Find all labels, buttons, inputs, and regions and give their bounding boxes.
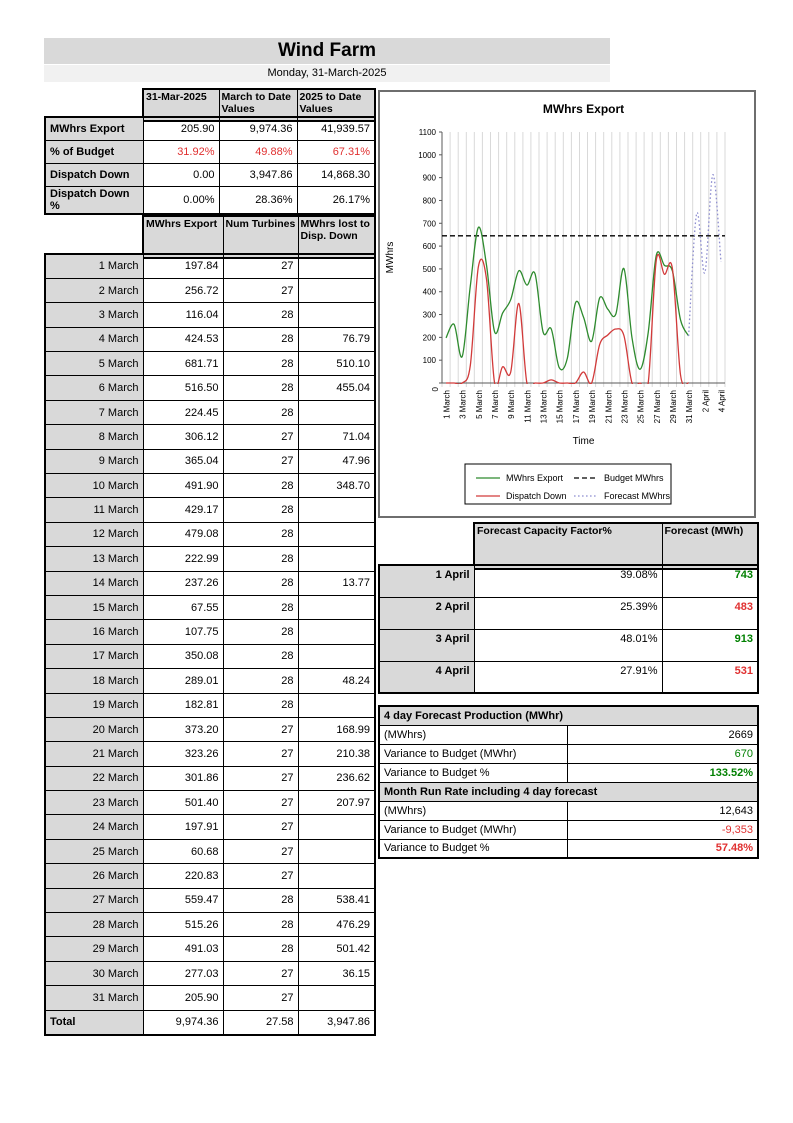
table-row	[45, 425, 375, 449]
table-row	[379, 565, 758, 597]
daily-date-label: 3 March	[45, 303, 143, 327]
summary-table	[44, 116, 376, 215]
table-row	[45, 163, 375, 186]
chart-title: MWhrs Export	[542, 102, 625, 116]
daily-export-value: 197.91	[143, 815, 223, 839]
daily-date-label: 31 March	[45, 986, 143, 1010]
daily-date-label: 1 March	[45, 254, 143, 278]
svg-text:300: 300	[422, 310, 436, 320]
daily-total-lost: 3,947.86	[298, 1010, 375, 1034]
forecast-mwh-value: 483	[662, 597, 758, 629]
daily-export-value: 559.47	[143, 888, 223, 912]
daily-turbines-value: 28	[223, 522, 298, 546]
svg-text:27 March: 27 March	[652, 390, 662, 424]
forecast-table	[378, 564, 759, 694]
daily-export-value: 424.53	[143, 327, 223, 351]
metric-label: Variance to Budget (MWhr)	[379, 820, 567, 839]
metric-label: Variance to Budget (MWhr)	[379, 744, 567, 763]
daily-turbines-value: 27	[223, 449, 298, 473]
daily-date-label: 24 March	[45, 815, 143, 839]
daily-turbines-value: 28	[223, 327, 298, 351]
daily-lost-value	[298, 986, 375, 1010]
daily-turbines-value: 28	[223, 352, 298, 376]
svg-text:1100: 1100	[418, 128, 436, 137]
forecast-capacity-value: 48.01%	[474, 629, 662, 661]
daily-export-value: 205.90	[143, 986, 223, 1010]
svg-text:600: 600	[422, 242, 436, 252]
summary-value: 3,947.86	[219, 163, 297, 186]
table-row	[45, 913, 375, 937]
daily-date-label: 10 March	[45, 474, 143, 498]
daily-lost-value	[298, 815, 375, 839]
metric-value: 670	[567, 744, 758, 763]
summary-row-label: MWhrs Export	[45, 117, 143, 140]
table-row	[45, 303, 375, 327]
svg-text:800: 800	[422, 196, 436, 206]
table-row	[45, 400, 375, 424]
summary-value: 0.00%	[143, 186, 219, 214]
daily-turbines-value: 27	[223, 425, 298, 449]
daily-lost-value: 13.77	[298, 571, 375, 595]
daily-lost-value: 76.79	[298, 327, 375, 351]
metric-label: (MWhrs)	[379, 801, 567, 820]
daily-date-label: 4 March	[45, 327, 143, 351]
svg-text:1000: 1000	[418, 150, 436, 160]
metric-value: 12,643	[567, 801, 758, 820]
summary-value: 49.88%	[219, 140, 297, 163]
daily-date-label: 22 March	[45, 766, 143, 790]
forecast-mwh-value: 531	[662, 661, 758, 693]
daily-turbines-value: 28	[223, 376, 298, 400]
daily-date-label: 13 March	[45, 547, 143, 571]
daily-lost-value: 207.97	[298, 791, 375, 815]
daily-export-value: 197.84	[143, 254, 223, 278]
daily-export-value: 220.83	[143, 864, 223, 888]
daily-export-value: 373.20	[143, 717, 223, 741]
daily-total-turbines: 27.58	[223, 1010, 298, 1034]
forecast-date-label: 2 April	[379, 597, 474, 629]
table-row	[45, 937, 375, 961]
table-row	[379, 782, 758, 801]
daily-turbines-value: 28	[223, 595, 298, 619]
daily-date-label: 5 March	[45, 352, 143, 376]
table-row	[45, 864, 375, 888]
table-row	[474, 523, 758, 569]
daily-export-value: 67.55	[143, 595, 223, 619]
forecast-mwh-value: 913	[662, 629, 758, 661]
daily-export-value: 256.72	[143, 278, 223, 302]
report-date: Monday, 31-March-2025	[44, 65, 610, 82]
metric-value: -9,353	[567, 820, 758, 839]
summary-value: 31.92%	[143, 140, 219, 163]
daily-export-value: 515.26	[143, 913, 223, 937]
svg-text:Budget MWhrs: Budget MWhrs	[604, 473, 664, 483]
summary-row-label: Dispatch Down	[45, 163, 143, 186]
summary-value: 26.17%	[297, 186, 375, 214]
metric-label: Variance to Budget %	[379, 763, 567, 782]
svg-text:900: 900	[422, 173, 436, 183]
x-axis-title: Time	[572, 436, 595, 447]
daily-lost-value: 348.70	[298, 474, 375, 498]
forecast-mwh-value: 743	[662, 565, 758, 597]
table-row	[143, 216, 375, 258]
daily-lost-value: 538.41	[298, 888, 375, 912]
svg-text:29 March: 29 March	[668, 390, 678, 424]
daily-table	[44, 253, 376, 1036]
table-row	[45, 791, 375, 815]
forecast-date-label: 1 April	[379, 565, 474, 597]
daily-lost-value: 47.96	[298, 449, 375, 473]
daily-turbines-value: 27	[223, 254, 298, 278]
summary-value: 9,974.36	[219, 117, 297, 140]
daily-lost-value	[298, 620, 375, 644]
daily-lost-value: 476.29	[298, 913, 375, 937]
forecast-col-capacity: Forecast Capacity Factor%	[474, 523, 662, 569]
daily-lost-value	[298, 278, 375, 302]
summary-row-label: % of Budget	[45, 140, 143, 163]
svg-text:13 March: 13 March	[539, 390, 549, 424]
daily-lost-value: 36.15	[298, 961, 375, 985]
daily-turbines-value: 28	[223, 547, 298, 571]
metric-value: 2669	[567, 725, 758, 744]
section-title: Month Run Rate including 4 day forecast	[379, 782, 758, 801]
chart-canvas	[380, 92, 754, 516]
daily-export-value: 365.04	[143, 449, 223, 473]
table-row	[45, 620, 375, 644]
table-row	[45, 117, 375, 140]
daily-turbines-value: 27	[223, 717, 298, 741]
svg-text:700: 700	[422, 219, 436, 229]
daily-export-value: 237.26	[143, 571, 223, 595]
svg-text:7 March: 7 March	[491, 390, 501, 419]
table-row	[379, 597, 758, 629]
page-title: Wind Farm	[44, 38, 610, 64]
daily-turbines-value: 28	[223, 644, 298, 668]
table-row	[45, 254, 375, 278]
summary-col-mtd: March to Date Values	[219, 89, 297, 121]
daily-date-label: 12 March	[45, 522, 143, 546]
daily-turbines-value: 27	[223, 278, 298, 302]
daily-lost-value	[298, 400, 375, 424]
daily-date-label: 8 March	[45, 425, 143, 449]
svg-text:11 March: 11 March	[523, 390, 533, 423]
table-row	[45, 717, 375, 741]
table-row	[45, 498, 375, 522]
daily-turbines-value: 28	[223, 888, 298, 912]
svg-text:0: 0	[431, 387, 440, 392]
svg-text:400: 400	[422, 287, 436, 297]
y-axis-title: MWhrs	[385, 241, 396, 274]
metric-label: Variance to Budget %	[379, 839, 567, 858]
svg-text:19 March: 19 March	[588, 390, 598, 424]
daily-date-label: 6 March	[45, 376, 143, 400]
daily-lost-value	[298, 693, 375, 717]
daily-lost-value: 455.04	[298, 376, 375, 400]
daily-date-label: 21 March	[45, 742, 143, 766]
table-row	[45, 186, 375, 214]
table-row	[45, 278, 375, 302]
series-3	[689, 175, 721, 336]
forecast-date-label: 3 April	[379, 629, 474, 661]
daily-date-label: 25 March	[45, 839, 143, 863]
daily-turbines-value: 27	[223, 815, 298, 839]
daily-lost-value: 501.42	[298, 937, 375, 961]
summary-value: 41,939.57	[297, 117, 375, 140]
table-row	[45, 766, 375, 790]
daily-date-label: 14 March	[45, 571, 143, 595]
daily-total-label: Total	[45, 1010, 143, 1034]
daily-lost-value	[298, 498, 375, 522]
daily-date-label: 26 March	[45, 864, 143, 888]
summary-value: 0.00	[143, 163, 219, 186]
section-title: 4 day Forecast Production (MWhr)	[379, 706, 758, 725]
summary-value: 205.90	[143, 117, 219, 140]
summary-value: 28.36%	[219, 186, 297, 214]
daily-date-label: 9 March	[45, 449, 143, 473]
svg-text:4 April: 4 April	[717, 390, 727, 413]
daily-export-value: 306.12	[143, 425, 223, 449]
daily-lost-value: 210.38	[298, 742, 375, 766]
daily-lost-value	[298, 254, 375, 278]
daily-total-export: 9,974.36	[143, 1010, 223, 1034]
daily-turbines-value: 28	[223, 913, 298, 937]
daily-export-value: 323.26	[143, 742, 223, 766]
table-row	[45, 327, 375, 351]
metric-value: 57.48%	[567, 839, 758, 858]
daily-lost-value	[298, 522, 375, 546]
daily-turbines-value: 27	[223, 839, 298, 863]
daily-lost-value	[298, 303, 375, 327]
daily-lost-value	[298, 864, 375, 888]
daily-export-value: 182.81	[143, 693, 223, 717]
table-row	[45, 1010, 375, 1034]
table-row	[379, 744, 758, 763]
table-row	[379, 725, 758, 744]
daily-date-label: 27 March	[45, 888, 143, 912]
daily-date-label: 16 March	[45, 620, 143, 644]
svg-text:MWhrs Export: MWhrs Export	[506, 473, 564, 483]
svg-text:3 March: 3 March	[458, 390, 468, 419]
daily-export-value: 516.50	[143, 376, 223, 400]
table-row	[45, 474, 375, 498]
table-row	[379, 763, 758, 782]
summary-value: 67.31%	[297, 140, 375, 163]
table-row	[45, 140, 375, 163]
daily-date-label: 17 March	[45, 644, 143, 668]
daily-lost-value	[298, 644, 375, 668]
chart-legend	[465, 464, 671, 504]
summary-row-label: Dispatch Down %	[45, 186, 143, 214]
daily-export-value: 301.86	[143, 766, 223, 790]
svg-text:500: 500	[422, 264, 436, 274]
table-row	[379, 801, 758, 820]
forecast-capacity-value: 39.08%	[474, 565, 662, 597]
daily-turbines-value: 27	[223, 766, 298, 790]
summary-value: 14,868.30	[297, 163, 375, 186]
daily-lost-value: 510.10	[298, 352, 375, 376]
daily-col-turbines: Num Turbines	[223, 216, 298, 258]
daily-turbines-value: 28	[223, 498, 298, 522]
forecast-table-header	[473, 522, 759, 570]
table-row	[45, 644, 375, 668]
daily-col-lost: MWhrs lost to Disp. Down	[298, 216, 375, 258]
daily-export-value: 491.03	[143, 937, 223, 961]
daily-lost-value	[298, 839, 375, 863]
table-row	[45, 352, 375, 376]
table-row	[45, 986, 375, 1010]
table-row	[45, 449, 375, 473]
daily-turbines-value: 28	[223, 937, 298, 961]
svg-text:100: 100	[422, 356, 436, 366]
daily-date-label: 30 March	[45, 961, 143, 985]
daily-date-label: 15 March	[45, 595, 143, 619]
svg-text:31 March: 31 March	[685, 390, 695, 424]
metric-value: 133.52%	[567, 763, 758, 782]
mwhrs-export-chart	[378, 90, 756, 518]
table-row	[45, 669, 375, 693]
table-row	[379, 661, 758, 693]
daily-lost-value: 168.99	[298, 717, 375, 741]
svg-text:15 March: 15 March	[555, 390, 565, 424]
table-row	[45, 839, 375, 863]
daily-export-value: 350.08	[143, 644, 223, 668]
table-row	[45, 547, 375, 571]
metric-label: (MWhrs)	[379, 725, 567, 744]
daily-turbines-value: 28	[223, 474, 298, 498]
daily-turbines-value: 27	[223, 986, 298, 1010]
daily-lost-value: 236.62	[298, 766, 375, 790]
daily-turbines-value: 28	[223, 400, 298, 424]
daily-export-value: 277.03	[143, 961, 223, 985]
table-row	[45, 595, 375, 619]
daily-col-export: MWhrs Export	[143, 216, 223, 258]
daily-turbines-value: 27	[223, 961, 298, 985]
daily-date-label: 20 March	[45, 717, 143, 741]
daily-export-value: 60.68	[143, 839, 223, 863]
table-row	[379, 629, 758, 661]
daily-date-label: 23 March	[45, 791, 143, 815]
daily-turbines-value: 27	[223, 864, 298, 888]
svg-text:2 April: 2 April	[701, 390, 711, 413]
svg-text:1 March: 1 March	[442, 390, 452, 419]
table-row	[379, 820, 758, 839]
daily-turbines-value: 28	[223, 571, 298, 595]
table-row	[379, 706, 758, 725]
table-row	[45, 522, 375, 546]
daily-export-value: 491.90	[143, 474, 223, 498]
daily-export-value: 222.99	[143, 547, 223, 571]
daily-turbines-value: 28	[223, 693, 298, 717]
daily-date-label: 29 March	[45, 937, 143, 961]
daily-export-value: 116.04	[143, 303, 223, 327]
table-row	[379, 839, 758, 858]
table-row	[45, 888, 375, 912]
daily-export-value: 289.01	[143, 669, 223, 693]
forecast-date-label: 4 April	[379, 661, 474, 693]
svg-text:9 March: 9 March	[507, 390, 517, 419]
daily-turbines-value: 28	[223, 669, 298, 693]
forecast-col-mwh: Forecast (MWh)	[662, 523, 758, 569]
daily-turbines-value: 28	[223, 620, 298, 644]
daily-turbines-value: 27	[223, 742, 298, 766]
svg-text:200: 200	[422, 333, 436, 343]
forecast-capacity-value: 27.91%	[474, 661, 662, 693]
daily-lost-value	[298, 595, 375, 619]
svg-text:5 March: 5 March	[474, 390, 484, 419]
summary-col-ytd: 2025 to Date Values	[297, 89, 375, 121]
daily-export-value: 429.17	[143, 498, 223, 522]
svg-text:21 March: 21 March	[604, 390, 614, 424]
daily-turbines-value: 27	[223, 791, 298, 815]
daily-date-label: 7 March	[45, 400, 143, 424]
forecast-capacity-value: 25.39%	[474, 597, 662, 629]
summary-col-today: 31-Mar-2025	[143, 89, 219, 121]
svg-text:Forecast MWhrs: Forecast MWhrs	[604, 491, 671, 501]
production-summary-table	[378, 705, 759, 859]
svg-text:25 March: 25 March	[636, 390, 646, 424]
table-row	[45, 376, 375, 400]
daily-date-label: 19 March	[45, 693, 143, 717]
svg-text:Dispatch Down: Dispatch Down	[506, 491, 567, 501]
daily-export-value: 681.71	[143, 352, 223, 376]
daily-date-label: 11 March	[45, 498, 143, 522]
daily-export-value: 501.40	[143, 791, 223, 815]
table-row	[45, 815, 375, 839]
svg-text:23 March: 23 March	[620, 390, 630, 424]
daily-export-value: 107.75	[143, 620, 223, 644]
daily-export-value: 224.45	[143, 400, 223, 424]
table-row	[45, 742, 375, 766]
svg-text:17 March: 17 March	[571, 390, 581, 424]
daily-date-label: 28 March	[45, 913, 143, 937]
table-row	[45, 693, 375, 717]
daily-turbines-value: 28	[223, 303, 298, 327]
table-row	[45, 571, 375, 595]
daily-lost-value: 48.24	[298, 669, 375, 693]
daily-lost-value: 71.04	[298, 425, 375, 449]
daily-date-label: 18 March	[45, 669, 143, 693]
daily-lost-value	[298, 547, 375, 571]
daily-date-label: 2 March	[45, 278, 143, 302]
daily-export-value: 479.08	[143, 522, 223, 546]
table-row	[45, 961, 375, 985]
